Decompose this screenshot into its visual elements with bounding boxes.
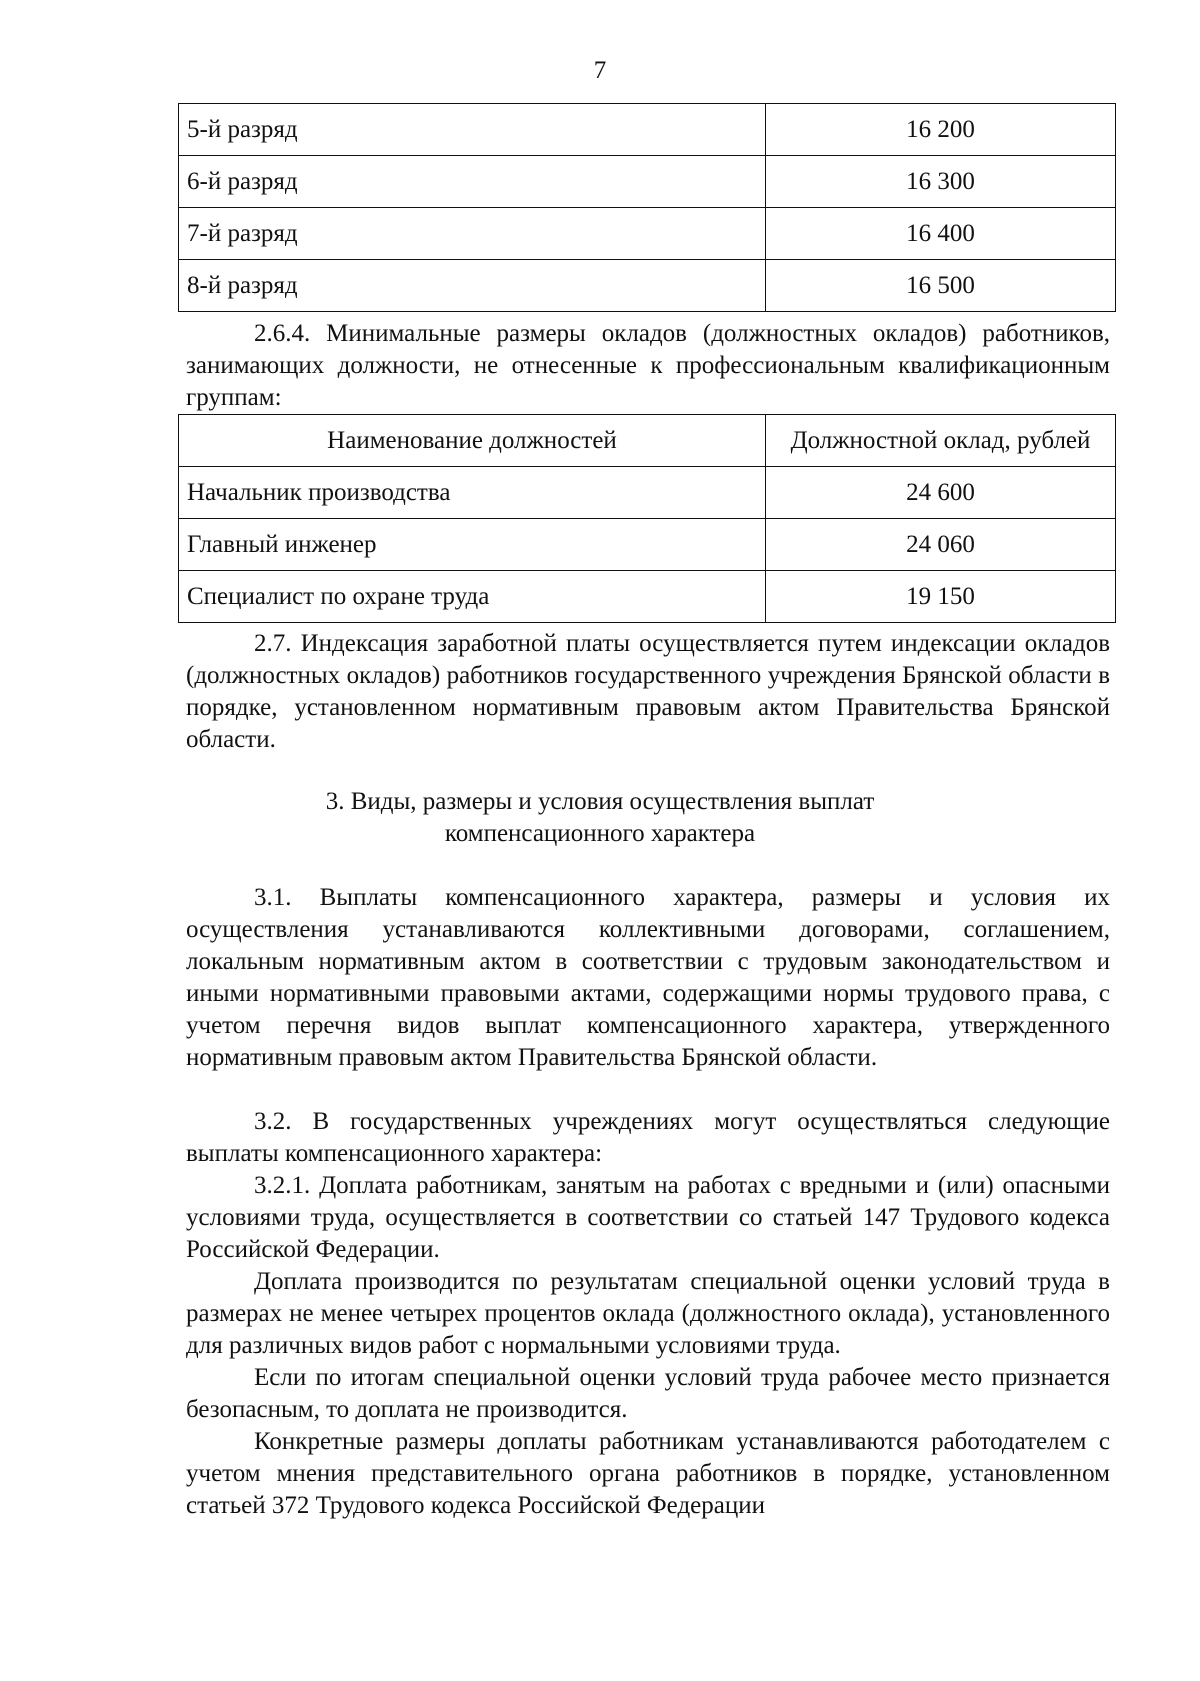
column-header-position: Наименование должностей xyxy=(179,415,766,467)
position-cell: Специалист по охране труда xyxy=(179,571,766,623)
salary-cell: 16 500 xyxy=(766,260,1116,312)
table-row xyxy=(179,208,1116,260)
salary-cell: 16 400 xyxy=(766,208,1116,260)
page-number: 7 xyxy=(593,57,607,84)
salary-cell: 19 150 xyxy=(766,571,1116,623)
paragraph-3-1: 3.1. Выплаты компенсационного характера, размеры и условия их осуществления устанавливаются коллективными договорами, соглашением, локальным нормативным актом в соответствии с трудовым законодательством и иными нормативными правовыми актами, содержащими нормы трудового права, с учетом перечня видов выплат компенсационного характера, утвержденного нормативным правовым актом Правительства Брянской области. xyxy=(186,884,1110,1071)
section-3-title-line-2: компенсационного характера xyxy=(444,820,756,847)
grade-cell: 7-й разряд xyxy=(179,208,766,260)
salary-cell: 16 300 xyxy=(766,156,1116,208)
grade-cell: 8-й разряд xyxy=(179,260,766,312)
grade-salary-table xyxy=(178,103,1116,312)
grade-cell: 5-й разряд xyxy=(179,104,766,156)
paragraph-2-7: 2.7. Индексация заработной платы осуществляется путем индексации окладов (должностных окладов) работников государственного учреждения Брянской области в порядке, установленном нормативным правовым актом Правительства Брянской области. xyxy=(186,630,1110,753)
table-row xyxy=(179,260,1116,312)
salary-cell: 24 060 xyxy=(766,519,1116,571)
column-header-salary: Должностной оклад, рублей xyxy=(766,415,1116,467)
table-row xyxy=(179,156,1116,208)
salary-cell: 24 600 xyxy=(766,467,1116,519)
paragraph-3-2: 3.2. В государственных учреждениях могут осуществляться следующие выплаты компенсационного характера: xyxy=(186,1108,1110,1167)
position-cell: Главный инженер xyxy=(179,519,766,571)
position-salary-table xyxy=(178,414,1116,623)
table-header-row xyxy=(179,415,1116,467)
paragraph-esli: Если по итогам специальной оценки условий труда рабочее место признается безопасным, то доплата не производится. xyxy=(186,1364,1110,1423)
salary-cell: 16 200 xyxy=(766,104,1116,156)
grade-cell: 6-й разряд xyxy=(179,156,766,208)
paragraph-3-2-1: 3.2.1. Доплата работникам, занятым на работах с вредными и (или) опасными условиями труда, осуществляется в соответствии со статьей 147 Трудового кодекса Российской Федерации. xyxy=(186,1172,1110,1263)
table-row xyxy=(179,104,1116,156)
table-row xyxy=(179,519,1116,571)
paragraph-konkretnye: Конкретные размеры доплаты работникам устанавливаются работодателем с учетом мнения представительного органа работников в порядке, установленном статьей 372 Трудового кодекса Российской Федерации xyxy=(186,1428,1110,1519)
paragraph-2-6-4: 2.6.4. Минимальные размеры окладов (должностных окладов) работников, занимающих должности, не отнесенные к профессиональным квалификационным группам: xyxy=(186,320,1110,411)
section-3-title-line-1: 3. Виды, размеры и условия осуществления выплат xyxy=(325,788,875,815)
table-row xyxy=(179,467,1116,519)
paragraph-doplata: Доплата производится по результатам специальной оценки условий труда в размерах не менее четырех процентов оклада (должностного оклада), установленного для различных видов работ с нормальными условиями труда. xyxy=(186,1268,1110,1359)
table-row xyxy=(179,571,1116,623)
position-cell: Начальник производства xyxy=(179,467,766,519)
